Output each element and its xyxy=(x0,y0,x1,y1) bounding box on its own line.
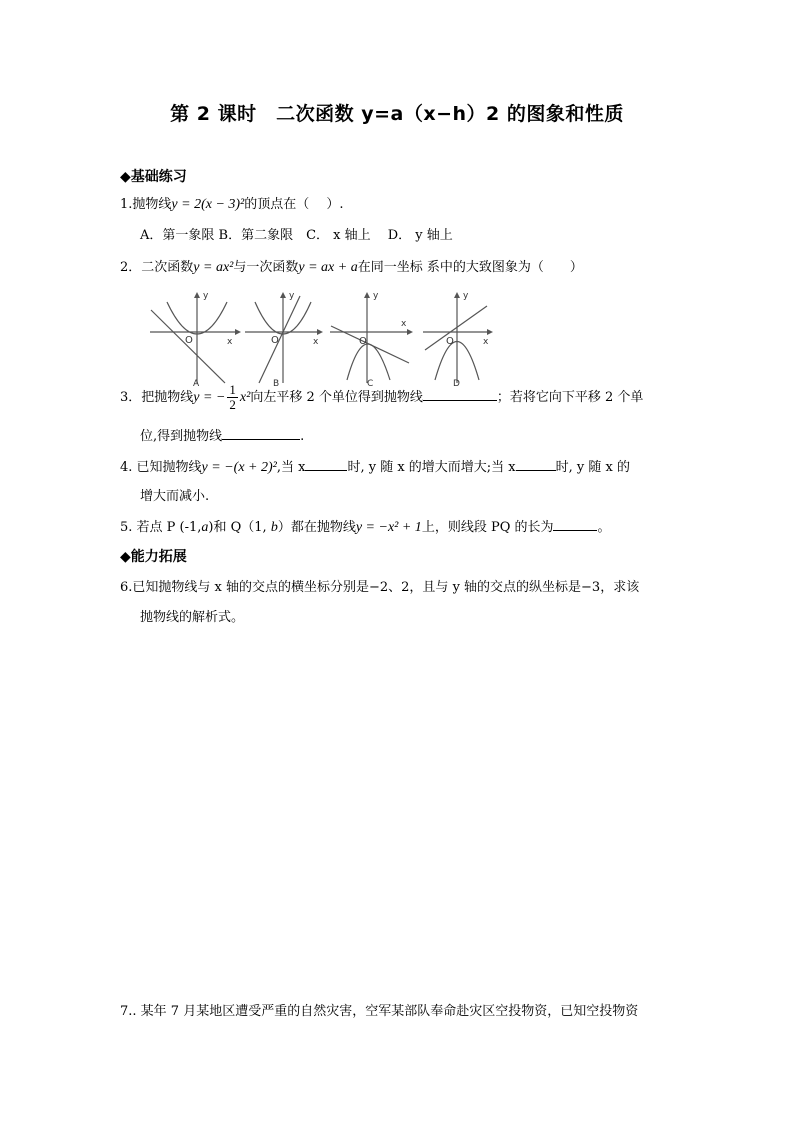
q5-b: b xyxy=(270,520,278,535)
q5-mid2: ）都在抛物线 xyxy=(277,520,356,535)
section-ability: ◆能力拓展 xyxy=(120,549,187,565)
q1-formula: y = 2(x − 3)² xyxy=(171,197,245,212)
q4-line-2: 增大而减小. xyxy=(140,489,210,504)
graph-c-origin: O xyxy=(359,336,367,347)
graph-d-x-label: x xyxy=(483,337,489,347)
q5-prefix: 5. 若点 P (-1, xyxy=(120,520,202,535)
q5-mid: )和 Q（1, xyxy=(208,520,271,535)
q6-line-2: 抛物线的解析式。 xyxy=(140,610,245,625)
graph-c-label: C xyxy=(367,379,374,388)
graph-a-x-label: x xyxy=(227,337,233,347)
q3-frac-den: 2 xyxy=(229,397,236,412)
question-5 xyxy=(120,517,611,537)
q3-fraction xyxy=(227,383,238,412)
graph-a-line xyxy=(151,310,225,383)
page-title: 第 2 课时 二次函数 y=a（x−h）2 的图象和性质 xyxy=(170,103,624,125)
graph-b-label: B xyxy=(273,379,280,388)
q2-formula-quadratic: y = ax² xyxy=(193,260,234,275)
q3-line2-end: . xyxy=(300,429,305,444)
q5-a: a xyxy=(201,520,209,535)
graph-d-y-label: y xyxy=(463,291,469,301)
q4-prefix: 4. 已知抛物线 xyxy=(120,460,202,475)
graph-d-line xyxy=(425,306,487,350)
section-basic: ◆基础练习 xyxy=(120,169,187,185)
q3-after-blank: ；若将它向下平移 2 个单 xyxy=(496,390,644,405)
q2-prefix: 2．二次函数 xyxy=(120,260,194,275)
graph-a-y-label: y xyxy=(203,291,209,301)
q3-blank-2[interactable] xyxy=(222,426,300,440)
graph-c-y-label: y xyxy=(373,291,379,301)
graph-a-origin: O xyxy=(185,335,193,346)
question-7: 7.. 某年 7 月某地区遭受严重的自然灾害，空军某部队奉命赴灾区空投物资，已知空投物资 xyxy=(120,1004,639,1019)
graph-d-origin: O xyxy=(446,336,454,347)
q1-prefix: 1.抛物线 xyxy=(120,197,172,212)
q3-line2-prefix: 位,得到抛物线 xyxy=(140,429,223,444)
graph-c-x-label: x xyxy=(401,319,407,329)
q3-prefix: 3．把抛物线 xyxy=(120,390,194,405)
q4-blank-1[interactable] xyxy=(305,457,347,471)
q4-part2: 时, y 随 x 的增大而增大;当 x xyxy=(347,460,516,475)
q1-suffix: 的顶点在（ ）. xyxy=(244,197,344,212)
graph-c xyxy=(330,292,413,383)
q4-part1: ,当 x xyxy=(276,460,306,475)
q3-formula-start: y = − xyxy=(193,390,226,405)
q2-formula-linear: y = ax + a xyxy=(298,260,358,275)
q5-blank[interactable] xyxy=(553,517,597,531)
q2-mid: 与一次函数 xyxy=(233,260,299,275)
q5-end: 。 xyxy=(597,520,611,535)
graph-c-parabola xyxy=(347,344,390,380)
q3-line-2 xyxy=(140,426,304,446)
question-4 xyxy=(120,457,630,477)
graph-b-origin: O xyxy=(271,335,279,346)
q3-suffix: 向左平移 2 个单位得到抛物线 xyxy=(250,390,423,405)
graph-a-label: A xyxy=(193,379,200,388)
q1-options: A．第一象限 B．第二象限 C． x 轴上 D． y 轴上 xyxy=(140,228,453,243)
graph-b-y-label: y xyxy=(289,291,295,301)
q4-blank-2[interactable] xyxy=(516,457,556,471)
question-3 xyxy=(120,383,643,412)
q3-frac-num: 1 xyxy=(229,382,236,397)
question-1 xyxy=(120,196,344,214)
graph-b-x-label: x xyxy=(313,337,319,347)
question-2 xyxy=(120,259,583,277)
q2-graphs xyxy=(145,288,495,388)
graph-d-label: D xyxy=(453,379,460,388)
q2-suffix: 在同一坐标 系中的大致图象为（ ） xyxy=(357,260,583,275)
q4-part3: 时, y 随 x 的 xyxy=(555,460,630,475)
graph-b xyxy=(245,292,323,383)
q5-formula: y = −x² + 1 xyxy=(355,520,422,535)
q4-formula: y = −(x + 2)² xyxy=(201,460,277,475)
q3-blank-1[interactable] xyxy=(423,387,497,401)
q3-formula-end: x² xyxy=(239,390,251,405)
graph-b-line xyxy=(259,296,300,383)
question-6: 6.已知抛物线与 x 轴的交点的横坐标分别是−2、2，且与 y 轴的交点的纵坐标是−3，求该 xyxy=(120,580,640,595)
q5-suffix: 上，则线段 PQ 的长为 xyxy=(421,520,554,535)
